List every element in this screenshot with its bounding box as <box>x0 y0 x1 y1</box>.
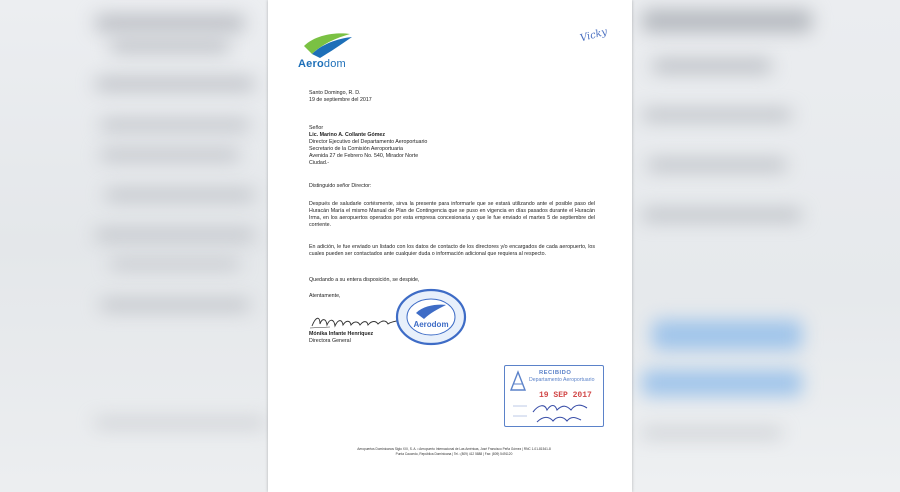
background-left <box>0 0 268 492</box>
stamp-date: 19 SEP 2017 <box>539 391 592 400</box>
svg-text:Aerodom: Aerodom <box>413 320 449 329</box>
handwritten-initial: Vicky <box>579 26 609 45</box>
greeting: Distinguido señor Director: <box>309 183 372 189</box>
stamp-department: Departamento Aeroportuario <box>529 377 595 383</box>
signer-title: Directora General <box>309 338 351 344</box>
paragraph-1: Después de saludarle cortésmente, sirva la presente para informarle que se estará utilizando ante el posible paso del Huracán María el mismo Manual de Plan de Contingencia que se puso en vigencia en días pasados durante el Huracán Irma, en los aeropuertos operados por esta empresa concesionaria y que le fue enviado el martes 5 de septiembre del corriente. <box>309 201 595 228</box>
paragraph-2: En adición, le fue enviado un listado con los datos de contacto de los directores y/o encargados de cada aeropuerto, los cuales pueden ser contactados ante cualquier duda o información adicional que requiera al respecto. <box>309 244 595 257</box>
letter-place: Santo Domingo, R. D. <box>309 90 361 96</box>
letter-page <box>268 0 632 492</box>
received-stamp <box>504 365 604 427</box>
background-right <box>632 0 900 492</box>
company-seal-icon <box>394 287 468 347</box>
recipient-name: Lic. Marino A. Collante Gómez <box>309 132 386 138</box>
closing-line: Quedando a su entera disposición, se despide, <box>309 277 420 283</box>
footer-line-2: Punta Caucedo, República Dominicana | Tel.: (809) 412 5888 | Fax: (809) 5491120 <box>395 452 513 456</box>
signer-name: Mónika Infante Henríquez <box>309 331 374 337</box>
recipient-role-2: Secretario de la Comisión Aeroportuaria <box>309 146 403 152</box>
letter-date: 19 de septiembre del 2017 <box>309 97 372 103</box>
recipient-role-1: Director Ejecutivo del Departamento Aeroportuario <box>309 139 428 145</box>
stamp-heading: RECIBIDO <box>539 370 572 376</box>
recipient-city: Ciudad.- <box>309 160 330 166</box>
closing: Atentamente, <box>309 293 341 299</box>
stamp-handwriting-icon <box>505 366 605 428</box>
recipient-salutation-title: Señor <box>309 125 324 131</box>
recipient-address: Avenida 27 de Febrero No. 540, Mirador Norte <box>309 153 419 159</box>
brand-wordmark: Aerodom <box>298 58 346 70</box>
footer-line-1: Aeropuertos Dominicanos Siglo XXI, S. A. • Aeropuerto Internacional de Las Américas, José Francisco Peña Gómez | RNC 1-01-81541-8 <box>357 447 551 451</box>
